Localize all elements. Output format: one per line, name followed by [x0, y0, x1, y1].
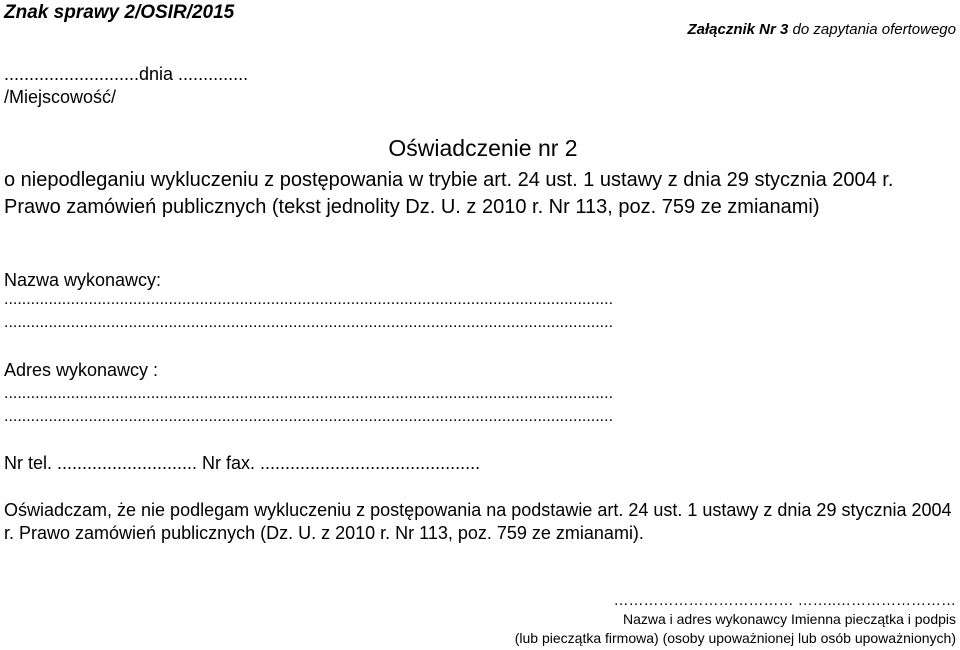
- signature-caption-2: (lub pieczątka firmowa) (osoby upoważnionej lub osób upoważnionych): [514, 630, 956, 646]
- signature-caption-1: Nazwa i adres wykonawcy Imienna pieczątka i podpis: [622, 611, 956, 627]
- contractor-name-field-line-2: .........................................................................................................................................: [4, 314, 614, 331]
- place-date-line: ...........................dnia ..............: [4, 64, 249, 84]
- declaration-subtitle: o niepodleganiu wykluczeniu z postępowania w trybie art. 24 ust. 1 ustawy z dnia 29 stycznia 2004 r. Prawo zamówień publicznych (tekst jednolity Dz. U. z 2010 r. Nr 113, poz. 759 ze zmianami): [4, 169, 894, 218]
- contractor-address-field-line-1: .........................................................................................................................................: [4, 385, 614, 402]
- attachment-description: do zapytania ofertowego: [788, 21, 956, 38]
- contractor-name-label: Nazwa wykonawcy:: [4, 270, 162, 290]
- signature-line: ……………………………… ……..……………………: [613, 592, 956, 609]
- attachment-note: [687, 21, 956, 38]
- contractor-name-field-line-1: .........................................................................................................................................: [4, 291, 614, 308]
- case-reference: Znak sprawy 2/OSIR/2015: [4, 2, 235, 23]
- contractor-address-field-line-2: .........................................................................................................................................: [4, 408, 614, 425]
- attachment-number: Załącznik Nr 3: [687, 21, 789, 38]
- contractor-address-label: Adres wykonawcy :: [4, 360, 159, 380]
- declaration-title: Oświadczenie nr 2: [388, 135, 578, 161]
- place-label: /Miejscowość/: [4, 87, 117, 107]
- phone-fax-line: Nr tel. ............................ Nr fax. ............................................: [4, 453, 481, 473]
- declaration-statement: Oświadczam, że nie podlegam wykluczeniu z postępowania na podstawie art. 24 ust. 1 ustawy z dnia 29 stycznia 2004 r. Prawo zamówień publicznych (Dz. U. z 2010 r. Nr 113, poz. 759 ze zmianami).: [4, 500, 952, 543]
